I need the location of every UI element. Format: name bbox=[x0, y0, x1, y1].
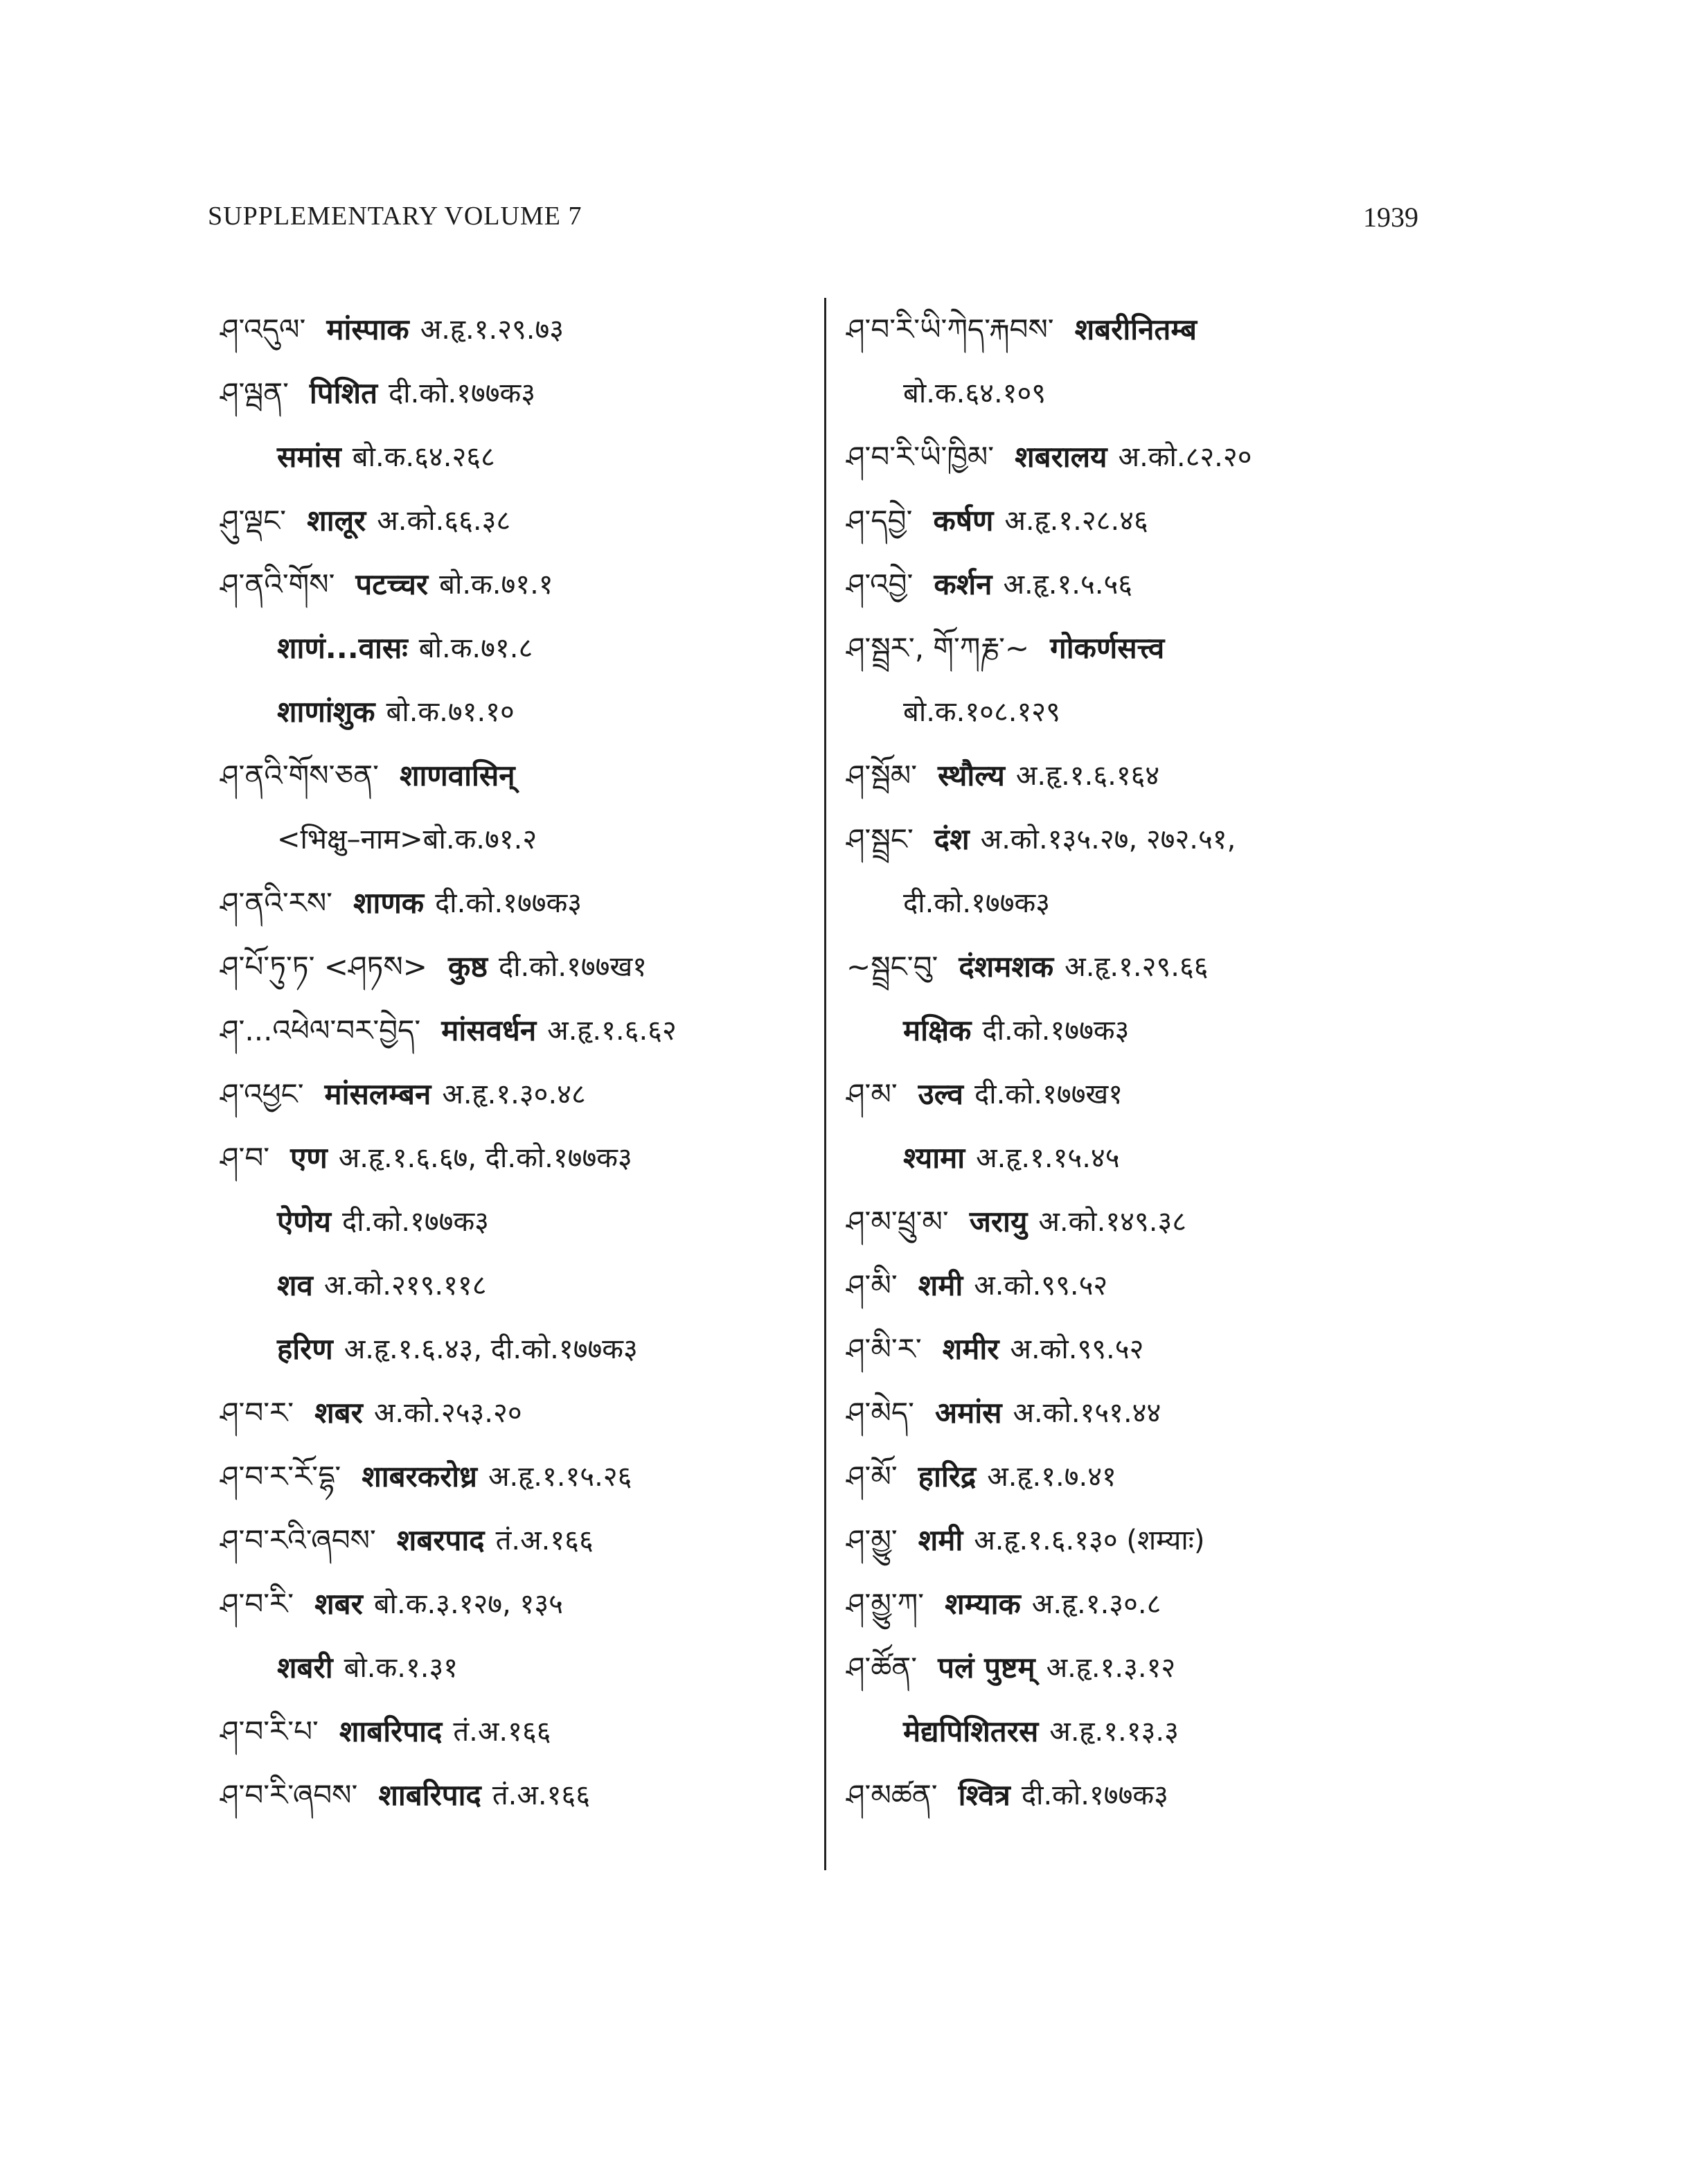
tibetan-headword: ཤ་ནའི་རས་ bbox=[220, 886, 332, 920]
tibetan-headword: ཤ་ཚོན་ bbox=[846, 1651, 918, 1685]
sanskrit-equivalent: शाणांशुक bbox=[277, 695, 375, 729]
sanskrit-equivalent: गोकर्णसत्त्व bbox=[1050, 631, 1165, 665]
source-reference: अ.को.१५१.४४ bbox=[1013, 1397, 1161, 1429]
dictionary-entry bbox=[846, 808, 1470, 871]
source-reference: अ.को.२५३.२० bbox=[373, 1397, 522, 1429]
source-reference: बो.क.७१.१ bbox=[439, 569, 553, 601]
dictionary-entry bbox=[846, 1572, 1470, 1636]
dictionary-entry bbox=[220, 1700, 844, 1764]
source-reference: अ.हृ.१.२८.४६ bbox=[1004, 505, 1148, 537]
tibetan-headword: ཤ་མྱུ་ཀ་ bbox=[846, 1587, 925, 1621]
sanskrit-equivalent: शाबरिपाद bbox=[378, 1778, 481, 1812]
sanskrit-equivalent: कर्षण bbox=[933, 504, 994, 538]
dictionary-entry bbox=[846, 1445, 1470, 1509]
sanskrit-equivalent: शाणक bbox=[353, 886, 425, 920]
sanskrit-equivalent: पिशित bbox=[309, 376, 378, 410]
dictionary-entry bbox=[846, 1700, 1470, 1764]
tibetan-headword: ཤ་མོ་ bbox=[846, 1459, 898, 1493]
tibetan-headword: ཤ་དབྱེ་ bbox=[846, 504, 913, 538]
source-reference: अ.को.९९.५२ bbox=[1010, 1333, 1144, 1365]
tibetan-headword: ཤ་ནའི་གོས་ཅན་ bbox=[220, 758, 379, 792]
dictionary-entry bbox=[220, 616, 844, 680]
sanskrit-equivalent: शबर bbox=[314, 1396, 363, 1430]
tibetan-headword: ཤ་...འཕེལ་བར་བྱེད་ bbox=[220, 1013, 421, 1047]
tibetan-headword: ~སྦྲང་བུ་ bbox=[846, 950, 938, 984]
dictionary-entry bbox=[220, 871, 844, 935]
dictionary-entry bbox=[220, 1572, 844, 1636]
dictionary-entry bbox=[846, 489, 1470, 553]
tibetan-headword: ཤ་ནའི་གོས་ bbox=[220, 567, 335, 601]
dictionary-entry bbox=[220, 744, 844, 808]
tibetan-headword: ཤ་མེད་ bbox=[846, 1396, 914, 1430]
dictionary-entry bbox=[220, 1764, 844, 1827]
tibetan-headword: ཤ་མཚན་ bbox=[846, 1778, 938, 1812]
sanskrit-equivalent: ऐणेय bbox=[277, 1205, 331, 1239]
tibetan-headword: ཤ་འདུལ་ bbox=[220, 312, 306, 346]
tibetan-headword: ཤ་པོ་ཏུ་ཏ་ <ཤཏས> bbox=[220, 950, 427, 984]
sanskrit-equivalent: शाणवासिन् bbox=[399, 758, 515, 792]
tibetan-headword: ཤ་བ་རའི་ཞབས་ bbox=[220, 1523, 376, 1557]
source-reference: अ.हृ.१.२९.६६ bbox=[1065, 951, 1209, 983]
source-reference: तं.अ.१६६ bbox=[495, 1525, 594, 1556]
sanskrit-equivalent: दंश bbox=[934, 822, 970, 856]
sanskrit-equivalent: श्वित्र bbox=[958, 1778, 1010, 1812]
source-reference: अ.हृ.१.१३.३ bbox=[1049, 1716, 1179, 1748]
dictionary-entry bbox=[220, 362, 844, 425]
tibetan-headword: ཤ་འབྱེ་ bbox=[846, 567, 914, 601]
sanskrit-equivalent: हारिद्र bbox=[918, 1459, 977, 1493]
sanskrit-equivalent: कुष्ठ bbox=[447, 950, 488, 984]
sanskrit-equivalent: मांस्पाक bbox=[326, 312, 409, 346]
dictionary-entry bbox=[220, 1381, 844, 1445]
dictionary-entry bbox=[846, 999, 1470, 1063]
source-reference: अ.हृ.१.६.१६४ bbox=[1015, 760, 1160, 792]
dictionary-entry bbox=[846, 1126, 1470, 1190]
sanskrit-equivalent: शाणं...वासः bbox=[277, 631, 408, 665]
dictionary-entry bbox=[846, 871, 1470, 935]
tibetan-headword: ཤ་བ་རི་པ་ bbox=[220, 1714, 319, 1748]
source-reference: बो.क.७१.८ bbox=[418, 632, 533, 664]
source-reference: अ.हृ.१.५.५६ bbox=[1003, 569, 1133, 601]
dictionary-entry bbox=[846, 362, 1470, 425]
sanskrit-equivalent: शम्याक bbox=[945, 1587, 1021, 1621]
sanskrit-equivalent: स्थौल्य bbox=[938, 758, 1005, 792]
dictionary-entry bbox=[220, 935, 844, 999]
sanskrit-equivalent: दंशमशक bbox=[959, 950, 1054, 984]
dictionary-entry bbox=[846, 616, 1470, 680]
source-reference: बो.क.१.३१ bbox=[344, 1652, 458, 1684]
dictionary-entry bbox=[846, 1636, 1470, 1700]
left-column bbox=[220, 298, 844, 1827]
sanskrit-equivalent: शाबरिपाद bbox=[339, 1714, 443, 1748]
page-number: 1939 bbox=[1363, 202, 1418, 233]
column-divider bbox=[824, 298, 826, 1870]
dictionary-entry bbox=[220, 1509, 844, 1572]
source-reference: बो.क.३.१२७, १३५ bbox=[373, 1588, 563, 1620]
source-reference: अ.को.६६.३८ bbox=[377, 505, 511, 537]
dictionary-entry bbox=[220, 1636, 844, 1700]
tibetan-headword: ཤ་མི་ bbox=[846, 1268, 898, 1302]
sanskrit-equivalent: अमांस bbox=[935, 1396, 1002, 1430]
sanskrit-equivalent: शालूर bbox=[307, 504, 366, 538]
source-reference: बो.क.१०८.१२९ bbox=[903, 696, 1060, 728]
sanskrit-equivalent: उल्व bbox=[918, 1077, 963, 1111]
source-reference: अ.हृ.१.३०.८ bbox=[1031, 1588, 1161, 1620]
sanskrit-equivalent: मांसवर्धन bbox=[441, 1013, 537, 1047]
sanskrit-equivalent: हरिण bbox=[277, 1332, 333, 1366]
dictionary-entry bbox=[846, 1254, 1470, 1317]
dictionary-entry bbox=[846, 1063, 1470, 1126]
source-reference: दी.को.१७७क३ bbox=[1021, 1779, 1168, 1811]
tibetan-headword: ཤ་འཕྱང་ bbox=[220, 1077, 304, 1111]
sanskrit-equivalent: शबरपाद bbox=[396, 1523, 485, 1557]
sanskrit-equivalent: शमी bbox=[918, 1523, 963, 1557]
tibetan-headword: ཤ་མ་ཕྲུ་མ་ bbox=[846, 1205, 949, 1239]
source-reference: अ.को.२१९.११८ bbox=[323, 1270, 487, 1302]
dictionary-entry bbox=[220, 999, 844, 1063]
tibetan-headword: ཤ་བ་ bbox=[220, 1141, 270, 1175]
right-column bbox=[846, 298, 1470, 1827]
sanskrit-equivalent: मक्षिक bbox=[903, 1013, 972, 1047]
dictionary-entry bbox=[846, 1190, 1470, 1254]
tibetan-headword: ཤ་བ་ར་རོ་དྷ་ bbox=[220, 1459, 341, 1493]
sanskrit-equivalent: एण bbox=[290, 1141, 328, 1175]
source-reference: अ.हृ.१.७.४१ bbox=[987, 1461, 1116, 1493]
dictionary-entry bbox=[220, 1317, 844, 1381]
dictionary-entry bbox=[220, 1126, 844, 1190]
dictionary-entry bbox=[220, 680, 844, 744]
dictionary-entry bbox=[220, 489, 844, 553]
sanskrit-equivalent: श्यामा bbox=[903, 1141, 965, 1175]
dictionary-entry bbox=[220, 1254, 844, 1317]
source-reference: दी.को.१७७क३ bbox=[982, 1015, 1130, 1047]
source-reference: दी.को.१७७क३ bbox=[435, 887, 582, 919]
dictionary-entry bbox=[846, 425, 1470, 489]
source-reference: दी.को.१७७क३ bbox=[341, 1206, 489, 1238]
source-reference: अ.हृ.१.६.१३० (शम्याः) bbox=[974, 1525, 1205, 1556]
dictionary-entry bbox=[846, 298, 1470, 362]
dictionary-entry bbox=[846, 680, 1470, 744]
source-reference: अ.हृ.१.२९.७३ bbox=[420, 314, 564, 346]
source-reference: अ.हृ.१.१५.४५ bbox=[976, 1142, 1120, 1174]
dictionary-entry bbox=[846, 935, 1470, 999]
sanskrit-equivalent: शबरीनितम्ब bbox=[1074, 312, 1197, 346]
tibetan-headword: ཤ་བ་རི་ཡི་ཁྱིམ་ bbox=[846, 440, 995, 474]
source-reference: बो.क.७१.१० bbox=[386, 696, 515, 728]
tibetan-headword: ཤ་སྦྲང་ bbox=[846, 822, 914, 856]
tibetan-headword: ཤ་སྦོམ་ bbox=[846, 758, 918, 792]
sanskrit-equivalent: पटच्चर bbox=[355, 567, 429, 601]
source-reference: अ.हृ.१.३०.४८ bbox=[442, 1078, 586, 1110]
source-reference: अ.को.१४९.३८ bbox=[1038, 1206, 1187, 1238]
tibetan-headword: ཤུ་ལྡང་ bbox=[220, 504, 287, 538]
dictionary-entry bbox=[846, 553, 1470, 616]
dictionary-entry bbox=[220, 1445, 844, 1509]
sanskrit-equivalent: समांस bbox=[277, 440, 341, 474]
source-reference: अ.को.९९.५२ bbox=[974, 1270, 1108, 1302]
dictionary-entry bbox=[220, 298, 844, 362]
sanskrit-equivalent: जरायु bbox=[969, 1205, 1028, 1239]
tibetan-headword: ཤ་བ་རི་ bbox=[220, 1587, 294, 1621]
source-reference: <भिक्षु–नाम>बो.क.७१.२ bbox=[277, 824, 537, 855]
tibetan-headword: ཤ་མ་ bbox=[846, 1077, 898, 1111]
source-reference: अ.हृ.१.६.६७, दी.को.१७७क३ bbox=[338, 1142, 632, 1174]
tibetan-headword: ཤ་མྱུ་ bbox=[846, 1523, 898, 1557]
dictionary-entry bbox=[846, 1764, 1470, 1827]
source-reference: अ.हृ.१.६.६२ bbox=[547, 1015, 677, 1047]
tibetan-headword: ཤ་བ་རི་ཞབས་ bbox=[220, 1778, 358, 1812]
source-reference: दी.को.१७७क३ bbox=[389, 378, 536, 409]
sanskrit-equivalent: शमीर bbox=[942, 1332, 999, 1366]
source-reference: दी.को.१७७ख१ bbox=[498, 951, 647, 983]
source-reference: अ.को.८२.२० bbox=[1118, 441, 1252, 473]
sanskrit-equivalent: शव bbox=[277, 1268, 313, 1302]
source-reference: अ.हृ.१.६.४३, दी.को.१७७क३ bbox=[344, 1333, 638, 1365]
source-reference: तं.अ.१६६ bbox=[492, 1779, 591, 1811]
dictionary-entry bbox=[846, 744, 1470, 808]
dictionary-entry bbox=[220, 1190, 844, 1254]
dictionary-entry bbox=[220, 808, 844, 871]
dictionary-entry bbox=[846, 1381, 1470, 1445]
dictionary-entry bbox=[220, 1063, 844, 1126]
running-head: SUPPLEMENTARY VOLUME 7 bbox=[208, 202, 582, 231]
dictionary-entry bbox=[220, 553, 844, 616]
source-reference: बो.क.६४.१०९ bbox=[903, 378, 1047, 409]
sanskrit-equivalent: शबरी bbox=[277, 1651, 333, 1685]
tibetan-headword: ཤ་བ་རི་ཡི་ཀེད་རྐབས་ bbox=[846, 312, 1054, 346]
sanskrit-equivalent: मांसलम्बन bbox=[324, 1077, 431, 1111]
sanskrit-equivalent: शबरालय bbox=[1015, 440, 1107, 474]
sanskrit-equivalent: कर्शन bbox=[934, 567, 992, 601]
sanskrit-equivalent: शबर bbox=[314, 1587, 363, 1621]
sanskrit-equivalent: मेद्यपिशितरस bbox=[903, 1714, 1039, 1748]
source-reference: तं.अ.१६६ bbox=[453, 1716, 551, 1748]
sanskrit-equivalent: पलं पुष्टम् bbox=[938, 1651, 1035, 1685]
tibetan-headword: ཤ་སྦྲར་, གོ་ཀརྞ་~ bbox=[846, 631, 1030, 665]
sanskrit-equivalent: शाबरकरोध्र bbox=[362, 1459, 477, 1493]
source-reference: दी.को.१७७ख१ bbox=[974, 1078, 1123, 1110]
dictionary-entry bbox=[846, 1509, 1470, 1572]
source-reference: अ.को.१३५.२७, २७२.५१, bbox=[980, 824, 1236, 855]
source-reference: अ.हृ.१.१५.२६ bbox=[488, 1461, 632, 1493]
tibetan-headword: ཤ་ལྦན་ bbox=[220, 376, 289, 410]
source-reference: अ.हृ.१.३.१२ bbox=[1046, 1652, 1176, 1684]
source-reference: दी.को.१७७क३ bbox=[903, 887, 1051, 919]
source-reference: बो.क.६४.२६८ bbox=[352, 441, 495, 473]
tibetan-headword: ཤ་བ་ར་ bbox=[220, 1396, 294, 1430]
dictionary-entry bbox=[220, 425, 844, 489]
tibetan-headword: ཤ་མི་ར་ bbox=[846, 1332, 922, 1366]
sanskrit-equivalent: शमी bbox=[918, 1268, 963, 1302]
dictionary-entry bbox=[846, 1317, 1470, 1381]
